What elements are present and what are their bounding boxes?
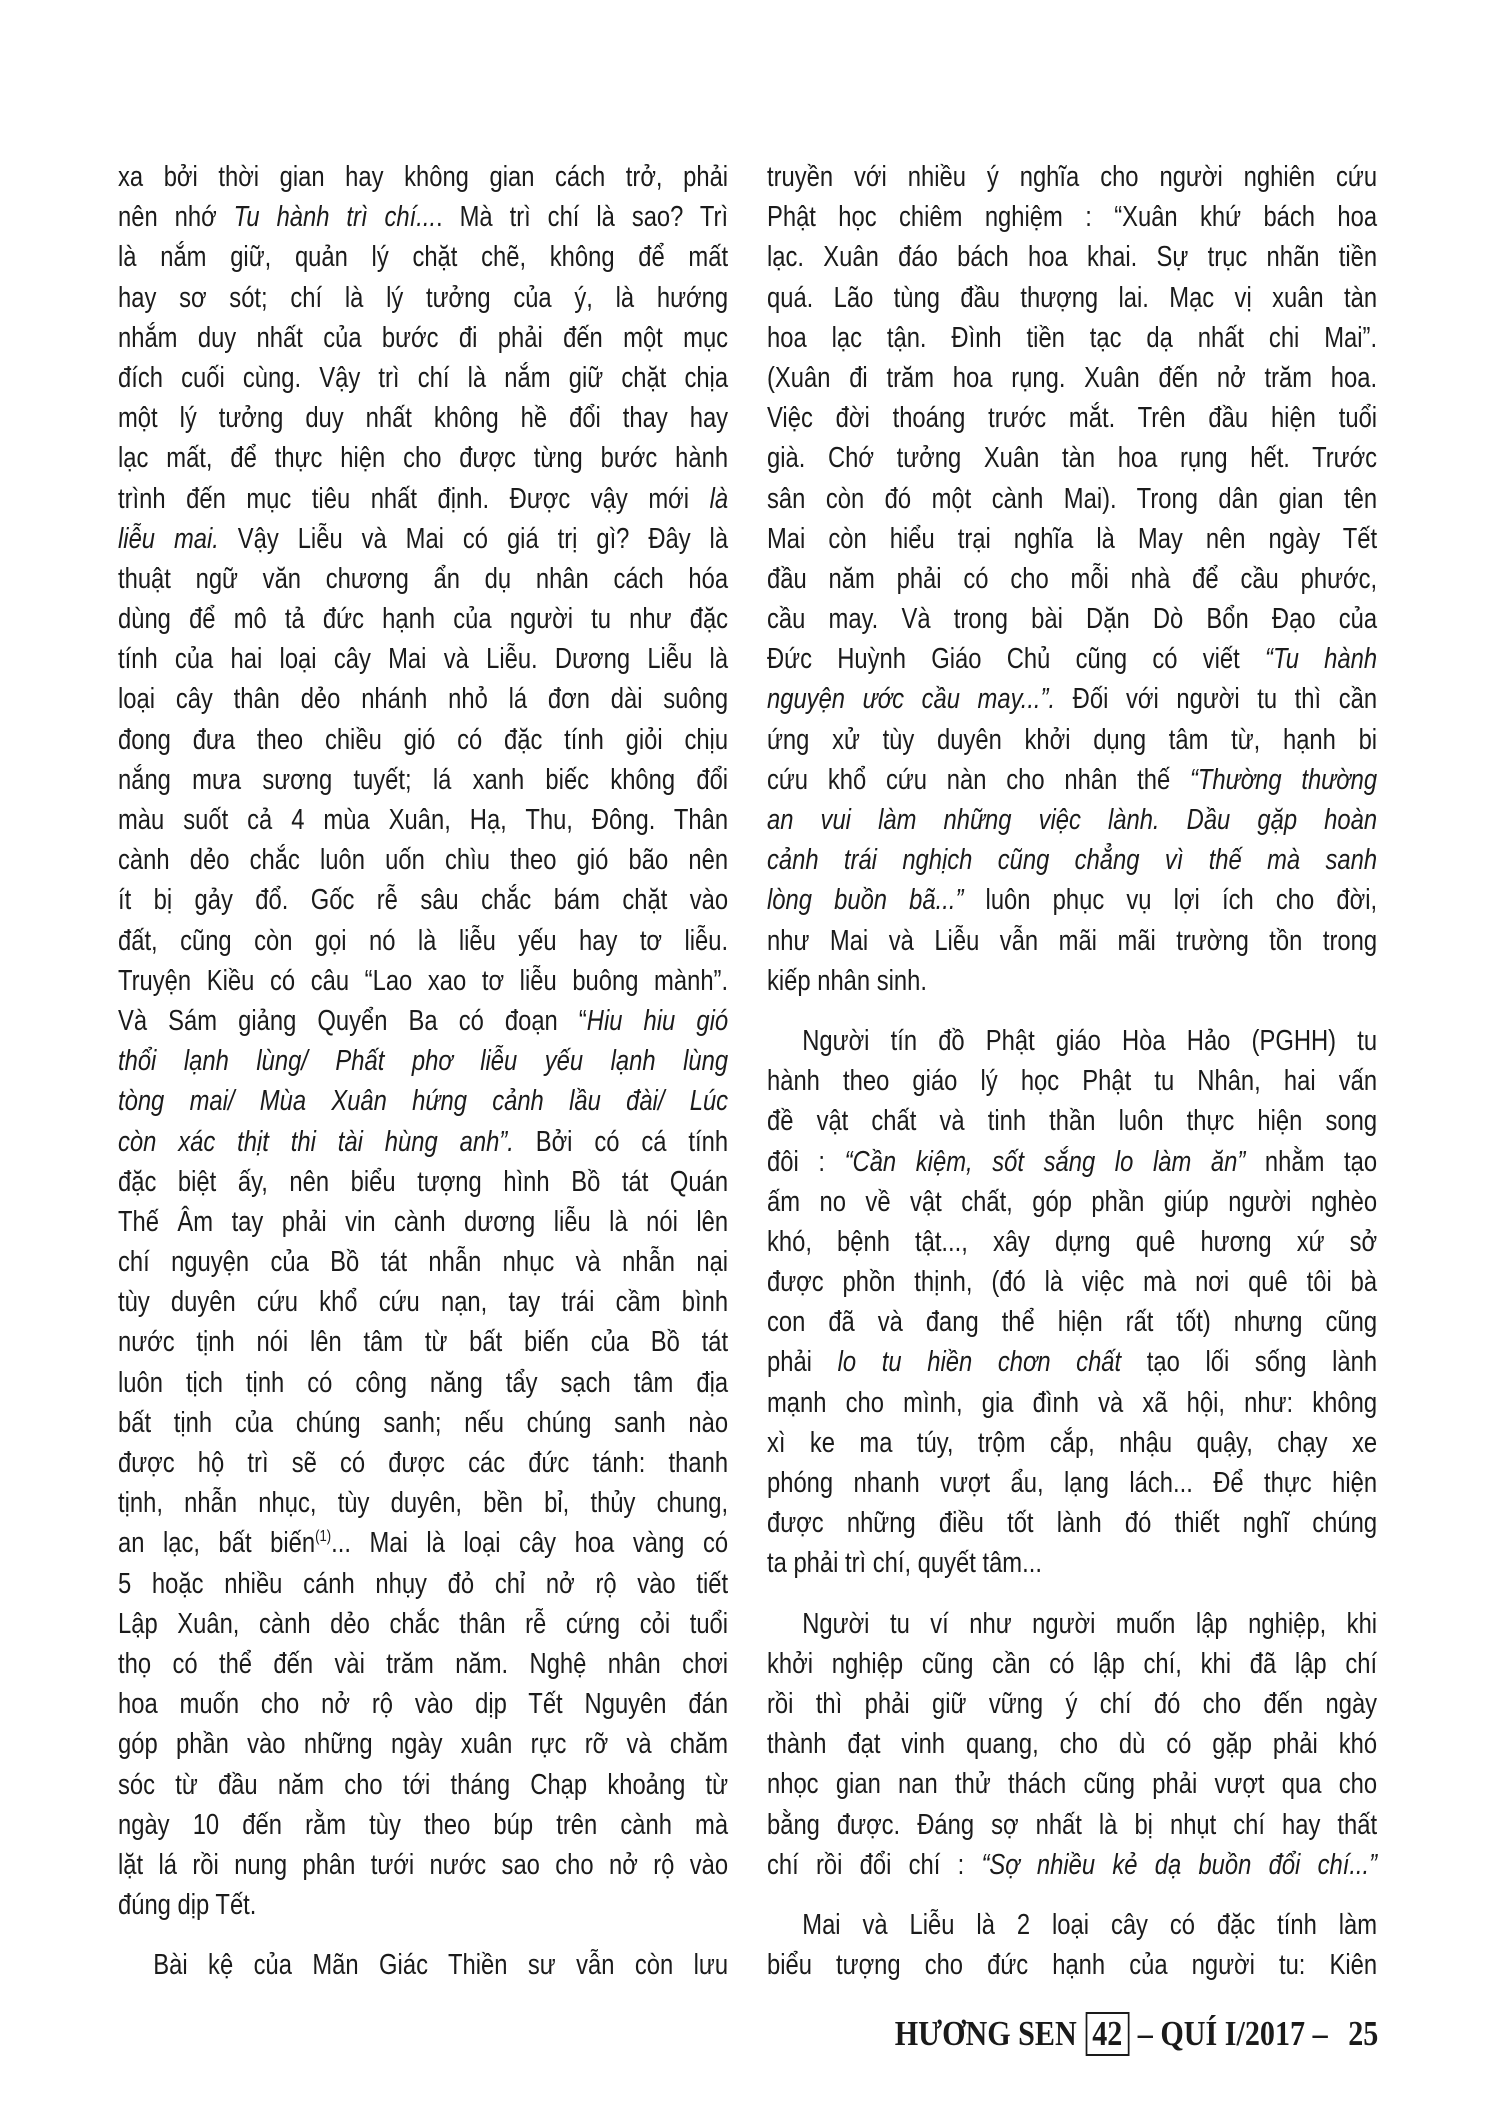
text-line bbox=[767, 1142, 1377, 1182]
text-line: cầu may. Và trong bài Dặn Dò Bổn Đạo của bbox=[767, 603, 1378, 636]
text-line: Thế Âm tay phải vin cành dương liễu là nói lên bbox=[118, 1205, 729, 1238]
text-line: luôn tịch tịnh có công năng tẩy sạch tâm địa bbox=[118, 1366, 729, 1399]
text-line: xì ke ma túy, trộm cắp, nhậu quậy, chạy xe bbox=[767, 1426, 1378, 1459]
paragraph bbox=[118, 1945, 728, 1985]
text-segment: tạo lối sống lành bbox=[1121, 1346, 1378, 1379]
text-line bbox=[118, 1041, 728, 1081]
text-line: ngày 10 đến rằm tùy theo búp trên cành mà bbox=[118, 1808, 729, 1841]
text-line: thành đạt vinh quang, cho dù có gặp phải khó bbox=[767, 1728, 1378, 1761]
text-segment: an lạc, bất biến bbox=[118, 1527, 316, 1560]
text-line bbox=[767, 760, 1377, 800]
text-line: được phồn thịnh, (đó là việc mà nơi quê tôi bà bbox=[767, 1266, 1378, 1299]
text-line: thuật ngữ văn chương ẩn dụ nhân cách hóa bbox=[118, 562, 729, 595]
italic-quote: lòng buồn bã...” bbox=[767, 884, 964, 917]
text-line: tịnh, nhẫn nhục, tùy duyên, bền bỉ, thủy chung, bbox=[118, 1487, 729, 1520]
text-line: Người tín đồ Phật giáo Hòa Hảo (PGHH) tu bbox=[802, 1024, 1378, 1057]
text-line: kiếp nhân sinh. bbox=[767, 964, 927, 997]
text-line: màu suốt cả 4 mùa Xuân, Hạ, Thu, Đông. Thân bbox=[118, 804, 729, 836]
text-segment: Vậy Liễu và Mai có giá trị gì? Đây là bbox=[218, 522, 729, 555]
text-line: Người tu ví như người muốn lập nghiệp, khi bbox=[802, 1607, 1378, 1640]
magazine-title: HƯƠNG SEN bbox=[894, 2014, 1077, 2053]
text-line bbox=[767, 880, 1377, 920]
text-segment: nhằm tạo bbox=[1245, 1145, 1378, 1178]
italic-quote: “Sợ nhiều kẻ dạ buồn đổi chí...” bbox=[981, 1848, 1378, 1881]
italic-quote: Hiu hiu gió bbox=[586, 1004, 729, 1037]
column-text bbox=[767, 157, 1377, 1985]
text-line: lặt lá rồi nung phân tưới nước sao cho nở rộ vào bbox=[118, 1848, 729, 1881]
text-segment: cứu khổ cứu nàn cho nhân thế bbox=[767, 763, 1190, 796]
article-column-left bbox=[118, 157, 728, 2017]
italic-quote: thổi lạnh lùng/ Phất phơ liễu yếu lạnh lùng bbox=[118, 1045, 729, 1078]
italic-quote: “Tu hành bbox=[1265, 643, 1378, 676]
text-line bbox=[767, 800, 1377, 840]
text-line bbox=[767, 1845, 1377, 1885]
text-line: hoa lạc tận. Đình tiền tạc dạ nhất chi Mai”. bbox=[767, 321, 1378, 354]
text-segment: nên nhớ bbox=[118, 201, 234, 234]
text-line: xa bởi thời gian hay không gian cách trở, phải bbox=[118, 161, 729, 193]
footnote-reference: (1) bbox=[315, 1528, 332, 1546]
text-line: tùy duyên cứu khổ cứu nạn, tay trái cầm bình bbox=[118, 1286, 729, 1319]
issue-period: – QUÍ I/2017 – bbox=[1137, 2014, 1328, 2053]
text-line: bằng được. Đáng sợ nhất là bị nhụt chí hay thất bbox=[767, 1808, 1378, 1841]
text-line: góp phần vào những ngày xuân rực rỡ và chăm bbox=[118, 1728, 729, 1761]
text-line bbox=[767, 679, 1377, 719]
text-line: Việc đời thoáng trước mắt. Trên đầu hiện tuổi bbox=[767, 402, 1378, 435]
paragraph bbox=[767, 1604, 1377, 1885]
italic-quote: an vui làm những việc lành. Dầu gặp hoàn bbox=[767, 804, 1378, 836]
text-line: đong đưa theo chiều gió có đặc tính giỏi chịu bbox=[118, 723, 729, 756]
text-line bbox=[118, 1523, 728, 1563]
article-column-right bbox=[767, 157, 1377, 2017]
text-line: chí nguyện của Bồ tát nhẫn nhục và nhẫn nại bbox=[118, 1246, 729, 1279]
text-line: đất, cũng còn gọi nó là liễu yếu hay tơ liễu. bbox=[118, 924, 729, 957]
text-line: đầu năm phải có cho mỗi nhà để cầu phước, bbox=[767, 562, 1378, 595]
text-line: như Mai và Liễu vẫn mãi mãi trường tồn trong bbox=[767, 924, 1378, 957]
text-line: thọ có thể đến vài trăm năm. Nghệ nhân chơi bbox=[118, 1647, 729, 1680]
text-line: một lý tưởng duy nhất không hề đổi thay hay bbox=[118, 402, 729, 435]
text-line: biểu tượng cho đức hạnh của người tu: Kiên bbox=[767, 1949, 1378, 1982]
text-line: Truyện Kiều có câu “Lao xao tơ liễu buông mành”. bbox=[118, 964, 729, 997]
paragraph bbox=[767, 1021, 1377, 1584]
paragraph bbox=[118, 157, 728, 1925]
text-segment: chí rồi đổi chí : bbox=[767, 1848, 982, 1881]
italic-quote: còn xác thịt thi tài hùng anh”. bbox=[118, 1125, 514, 1158]
text-line: loại cây thân dẻo nhánh nhỏ lá đơn dài suông bbox=[118, 683, 729, 716]
text-line: nước tịnh nói lên tâm từ bất biến của Bồ tát bbox=[118, 1326, 729, 1359]
text-line bbox=[767, 840, 1377, 880]
text-line: sân còn đó một cành Mai). Trong dân gian tên bbox=[767, 482, 1378, 515]
text-line bbox=[118, 197, 728, 237]
text-line bbox=[118, 479, 728, 519]
page-number: 25 bbox=[1347, 2014, 1378, 2053]
italic-quote: cảnh trái nghịch cũng chẳng vì thế mà sanh bbox=[767, 844, 1378, 877]
text-line: nhọc gian nan thử thách cũng phải vượt qua cho bbox=[767, 1768, 1378, 1801]
text-line bbox=[118, 1122, 728, 1162]
text-line: cành dẻo chắc luôn uốn chìu theo gió bão nên bbox=[118, 844, 729, 877]
text-line: 5 hoặc nhiều cánh nhụy đỏ chỉ nở rộ vào tiết bbox=[118, 1567, 729, 1600]
paragraph bbox=[767, 1905, 1377, 1985]
text-line bbox=[118, 1081, 728, 1121]
text-segment: trình đến mục tiêu nhất định. Được vậy mới bbox=[118, 482, 710, 515]
text-line: khó, bệnh tật..., xây dựng quê hương xứ sở bbox=[767, 1225, 1378, 1258]
text-line: dùng để mô tả đức hạnh của người tu như đặc bbox=[118, 603, 729, 636]
italic-quote: liễu mai. bbox=[118, 522, 219, 555]
italic-quote: nguyện ước cầu may...”. bbox=[767, 683, 1056, 716]
text-line: bất tịnh của chúng sanh; nếu chúng sanh nào bbox=[118, 1406, 729, 1439]
italic-quote: “Cần kiệm, sốt sắng lo làm ăn” bbox=[844, 1145, 1246, 1178]
issue-number-box: 42 bbox=[1085, 2012, 1129, 2056]
text-line: lạc. Xuân đáo bách hoa khai. Sự trục nhãn tiền bbox=[767, 241, 1378, 274]
text-line: phóng nhanh vượt ẩu, lạng lách... Để thực hiện bbox=[767, 1467, 1378, 1499]
text-line: Bài kệ của Mãn Giác Thiền sư vẫn còn lưu bbox=[153, 1949, 729, 1982]
text-segment: đôi : bbox=[767, 1145, 845, 1178]
text-line: ít bị gảy đổ. Gốc rễ sâu chắc bám chặt vào bbox=[118, 884, 729, 917]
column-text bbox=[118, 157, 728, 1985]
text-segment: luôn phục vụ lợi ích cho đời, bbox=[963, 884, 1378, 917]
text-line: hành theo giáo lý học Phật tu Nhân, hai vấn bbox=[767, 1065, 1378, 1098]
text-line: (Xuân đi trăm hoa rụng. Xuân đến nở trăm hoa. bbox=[767, 361, 1378, 394]
italic-quote: lo tu hiền chơn chất bbox=[837, 1346, 1122, 1379]
text-line: ứng xử tùy duyên khởi dụng tâm từ, hạnh bi bbox=[767, 723, 1378, 756]
text-line bbox=[118, 519, 728, 559]
paragraph bbox=[767, 157, 1377, 1001]
italic-quote: là bbox=[709, 482, 729, 515]
text-line: ấm no về vật chất, góp phần giúp người nghèo bbox=[767, 1185, 1378, 1218]
text-segment: phải bbox=[767, 1346, 838, 1379]
italic-quote: “Thường thường bbox=[1189, 763, 1378, 796]
text-line bbox=[767, 639, 1377, 679]
text-segment: ... Mai là loại cây hoa vàng có bbox=[331, 1527, 729, 1560]
text-line: nắng mưa sương tuyết; lá xanh biếc không đổi bbox=[118, 763, 729, 796]
text-line: mạnh cho mình, gia đình và xã hội, như: không bbox=[767, 1386, 1378, 1419]
text-line: con đã và đang thể hiện rất tốt) nhưng cũng bbox=[767, 1306, 1378, 1339]
text-line: Lập Xuân, cành dẻo chắc thân rễ cứng cỏi tuổi bbox=[118, 1607, 729, 1640]
text-line: được hộ trì sẽ có được các đức tánh: thanh bbox=[118, 1447, 729, 1479]
text-line: Phật học chiêm nghiệm : “Xuân khứ bách hoa bbox=[767, 201, 1378, 234]
text-line: đề vật chất và tinh thần luôn thực hiện song bbox=[767, 1105, 1378, 1138]
text-line: truyền với nhiều ý nghĩa cho người nghiên cứu bbox=[767, 161, 1378, 193]
text-line: là nắm giữ, quản lý chặt chẽ, không để mất bbox=[118, 241, 729, 274]
text-line: đúng dịp Tết. bbox=[118, 1889, 257, 1922]
text-line: được những điều tốt lành đó thiết nghĩ chúng bbox=[767, 1507, 1378, 1540]
text-line: Mai còn hiểu trại nghĩa là May nên ngày Tết bbox=[767, 522, 1378, 555]
text-line: Mai và Liễu là 2 loại cây có đặc tính làm bbox=[802, 1908, 1378, 1941]
text-segment: Đức Huỳnh Giáo Chủ cũng có viết bbox=[767, 643, 1266, 676]
text-line: đặc biệt ấy, nên biểu tượng hình Bồ tát Quán bbox=[118, 1165, 729, 1198]
italic-quote: tòng mai/ Mùa Xuân hứng cảnh lầu đài/ Lúc bbox=[118, 1085, 729, 1118]
text-line: tính của hai loại cây Mai và Liễu. Dương Liễu là bbox=[118, 643, 729, 676]
text-line: khởi nghiệp cũng cần có lập chí, khi đã lập chí bbox=[767, 1647, 1378, 1680]
text-line: rồi thì phải giữ vững ý chí đó cho đến ngày bbox=[767, 1687, 1378, 1720]
text-line: ta phải trì chí, quyết tâm... bbox=[767, 1547, 1042, 1580]
text-line: sóc từ đầu năm cho tới tháng Chạp khoảng từ bbox=[118, 1768, 729, 1801]
text-line: già. Chớ tưởng Xuân tàn hoa rụng hết. Trước bbox=[767, 442, 1378, 475]
text-line: đích cuối cùng. Vậy trì chí là nắm giữ chặt chịa bbox=[118, 361, 729, 394]
text-line: hay sơ sót; chí là lý tưởng của ý, là hướng bbox=[118, 281, 729, 314]
italic-quote: Tu hành trì chí... bbox=[233, 201, 437, 234]
text-line bbox=[118, 1001, 728, 1041]
page-footer bbox=[894, 2012, 1378, 2056]
text-line: hoa muốn cho nở rộ vào dịp Tết Nguyên đán bbox=[118, 1688, 729, 1721]
text-segment: Bởi có cá tính bbox=[513, 1125, 729, 1158]
text-line: lạc mất, để thực hiện cho được từng bước hành bbox=[118, 442, 729, 475]
text-line: nhắm duy nhất của bước đi phải đến một mục bbox=[118, 321, 729, 354]
text-segment: . Mà trì chí là sao? Trì bbox=[436, 201, 729, 234]
text-line bbox=[767, 1342, 1377, 1382]
text-segment: Và Sám giảng Quyển Ba có đoạn “ bbox=[118, 1004, 587, 1037]
text-segment: Đối với người tu thì cần bbox=[1055, 683, 1378, 716]
text-line: quá. Lão tùng đầu thượng lai. Mạc vị xuân tàn bbox=[767, 281, 1378, 314]
